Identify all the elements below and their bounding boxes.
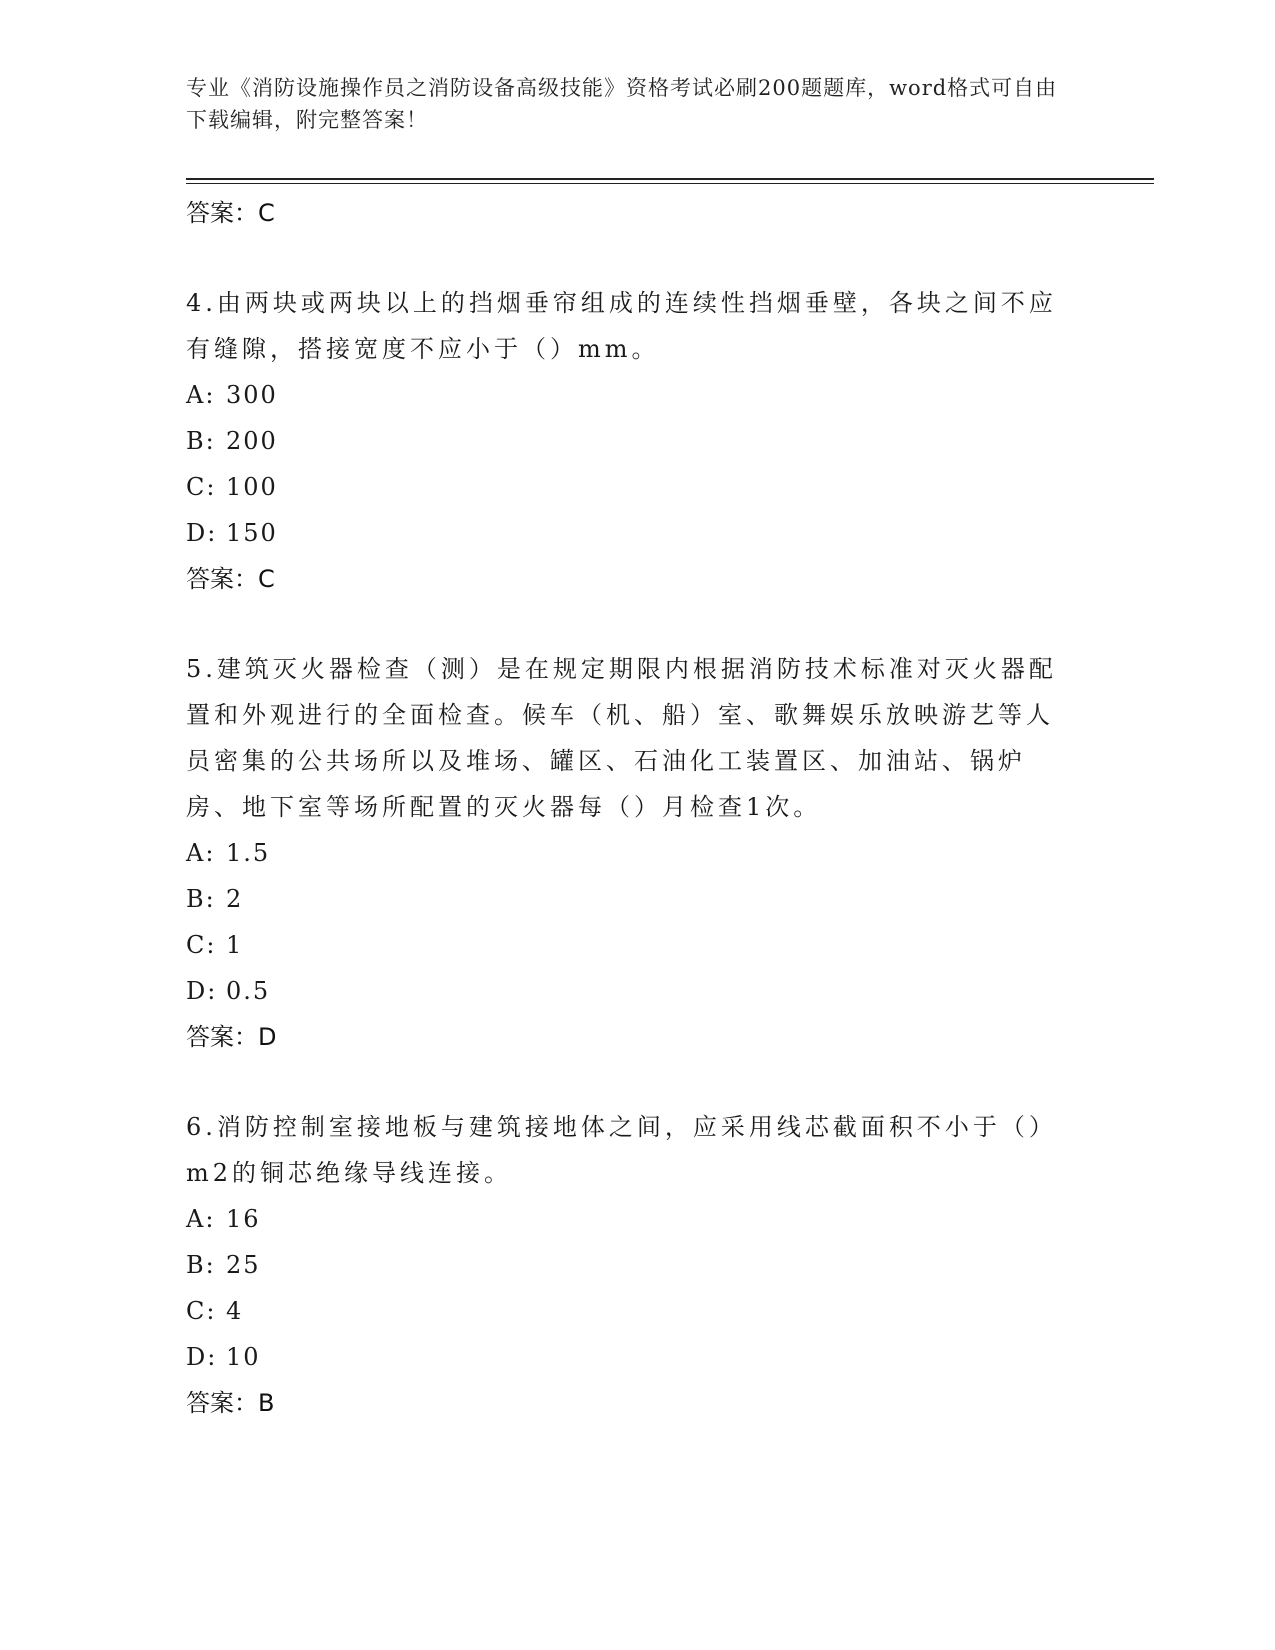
option-letter: C:	[186, 931, 217, 959]
header-divider-thick	[186, 178, 1154, 180]
option-letter: B:	[186, 427, 216, 455]
question-stem: 6.消防控制室接地板与建筑接地体之间，应采用线芯截面积不小于（）m2的铜芯绝缘导线连接。	[186, 1113, 1057, 1187]
option-text: 300	[226, 381, 278, 409]
answer-label: 答案：C	[186, 565, 275, 593]
option-text: 1	[226, 931, 244, 959]
option-c	[186, 464, 1066, 510]
option-b	[186, 418, 1066, 464]
option-text: 25	[226, 1251, 261, 1279]
option-letter: A:	[186, 839, 216, 867]
answer-label: 答案：B	[186, 1389, 275, 1417]
option-letter: B:	[186, 1251, 216, 1279]
option-text: 150	[226, 519, 278, 547]
question-item	[186, 280, 1066, 602]
option-d	[186, 968, 1066, 1014]
option-text: 200	[226, 427, 278, 455]
option-d	[186, 1334, 1066, 1380]
option-c	[186, 1288, 1066, 1334]
option-b	[186, 876, 1066, 922]
question-list	[186, 190, 1066, 1426]
option-letter: A:	[186, 1205, 216, 1233]
option-letter: B:	[186, 885, 216, 913]
option-a	[186, 830, 1066, 876]
option-a	[186, 1196, 1066, 1242]
answer-label: 答案：D	[186, 1023, 277, 1051]
option-letter: D:	[186, 1343, 218, 1371]
option-letter: A:	[186, 381, 216, 409]
page-header: 专业《消防设施操作员之消防设备高级技能》资格考试必刷200题题库，word格式可自由下载编辑，附完整答案！	[186, 76, 1058, 132]
option-text: 4	[226, 1297, 244, 1325]
option-letter: C:	[186, 473, 217, 501]
question-stem: 4.由两块或两块以上的挡烟垂帘组成的连续性挡烟垂壁，各块之间不应有缝隙，搭接宽度不应小于（）mm。	[186, 289, 1057, 363]
option-a	[186, 372, 1066, 418]
answer-label: 答案：C	[186, 199, 275, 227]
option-b	[186, 1242, 1066, 1288]
option-text: 1.5	[226, 839, 271, 867]
header-divider-thin	[186, 183, 1154, 184]
question-item	[186, 1104, 1066, 1426]
option-text: 100	[226, 473, 278, 501]
option-text: 2	[226, 885, 244, 913]
question-stem: 5.建筑灭火器检查（测）是在规定期限内根据消防技术标准对灭火器配置和外观进行的全面检查。候车（机、船）室、歌舞娱乐放映游艺等人员密集的公共场所以及堆场、罐区、石油化工装置区、加油站、锅炉房、地下室等场所配置的灭火器每（）月检查1次。	[186, 655, 1057, 821]
option-letter: D:	[186, 977, 218, 1005]
option-text: 10	[226, 1343, 261, 1371]
option-d	[186, 510, 1066, 556]
option-letter: D:	[186, 519, 218, 547]
option-letter: C:	[186, 1297, 217, 1325]
option-c	[186, 922, 1066, 968]
question-item	[186, 646, 1066, 1060]
option-text: 0.5	[226, 977, 271, 1005]
option-text: 16	[226, 1205, 261, 1233]
